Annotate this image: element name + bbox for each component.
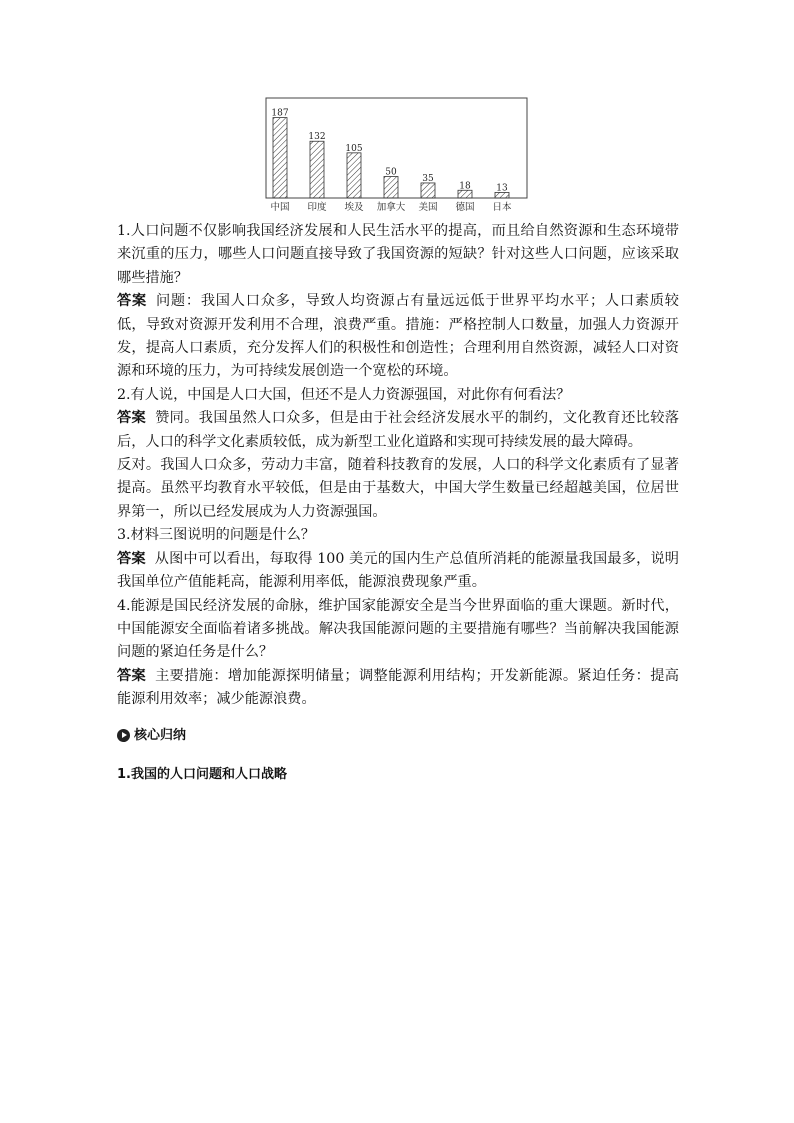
- bar-value-label: 13: [496, 183, 508, 194]
- answer-4-text: 主要措施：增加能源探明储量；调整能源利用结构；开发新能源。紧迫任务：提高能源利用效率；减少能源浪费。: [117, 667, 679, 708]
- bar-value-label: 105: [345, 143, 363, 154]
- answer-label: 答案: [117, 293, 147, 310]
- play-circle-icon: [117, 729, 130, 742]
- energy-consumption-bar-chart: [262, 96, 528, 214]
- bar: [384, 177, 398, 199]
- subheading: 1.我国的人口问题和人口战略: [117, 766, 287, 782]
- answer-2: [117, 407, 679, 454]
- answer-1-text: 问题：我国人口众多，导致人均资源占有量远远低于世界平均水平；人口素质较低，导致对资源开发利用不合理，浪费严重。措施：严格控制人口数量，加强人力资源开发，提高人口素质，充分发挥人们的积极性和创造性；合理利用自然资源，减轻人口对资源和环境的压力，为可持续发展创造一个宽松的环境。: [117, 293, 679, 380]
- answer-3: [117, 548, 679, 595]
- bar-value-label: 35: [422, 173, 434, 184]
- question-4: 4.能源是国民经济发展的命脉，维护国家能源安全是当今世界面临的重大课题。新时代，中国能源安全面临着诸多挑战。解决我国能源问题的主要措施有哪些？当前解决我国能源问题的紧迫任务是什么？: [117, 597, 679, 661]
- category-label: 美国: [418, 202, 438, 213]
- question-2: 2.有人说，中国是人口大国，但还不是人力资源强国，对此你有何看法？: [117, 386, 571, 403]
- content: [117, 220, 679, 786]
- bar: [421, 183, 435, 198]
- answer-2-text: 赞同。我国虽然人口众多，但是由于社会经济发展水平的制约，文化教育还比较落后，人口的科学文化素质较低，成为新型工业化道路和实现可持续发展的最大障碍。: [117, 410, 679, 450]
- category-label: 日本: [492, 202, 512, 213]
- answer-label: 答案: [117, 410, 147, 427]
- category-label: 加拿大: [376, 202, 406, 213]
- answer-1: [117, 290, 679, 384]
- bar-value-label: 50: [385, 167, 397, 178]
- question-1: 1.人口问题不仅影响我国经济发展和人民生活水平的提高，而且给自然资源和生态环境带来沉重的压力，哪些人口问题直接导致了我国资源的短缺？针对这些人口问题，应该采取哪些措施？: [117, 223, 679, 286]
- answer-2-oppose: 反对。我国人口众多，劳动力丰富，随着科技教育的发展，人口的科学文化素质有了显著提高。虽然平均教育水平较低，但是由于基数大，中国大学生数量已经超越美国，位居世界第一，所以已经发展成为人力资源强国。: [117, 457, 679, 520]
- bar: [458, 190, 472, 198]
- category-label: 中国: [270, 202, 290, 213]
- bar-value-label: 18: [459, 181, 471, 192]
- bar-value-label: 132: [308, 132, 326, 143]
- bar-value-label: 187: [271, 108, 289, 119]
- section-title: 核心归纳: [134, 727, 187, 743]
- category-label: 德国: [455, 202, 475, 213]
- section-header: [117, 724, 679, 747]
- bar: [310, 141, 324, 198]
- category-label: 印度: [307, 202, 327, 213]
- answer-label: 答案: [117, 550, 146, 567]
- bar: [273, 118, 287, 198]
- answer-label: 答案: [117, 667, 147, 684]
- bar: [347, 153, 361, 198]
- question-3: 3.材料三图说明的问题是什么？: [117, 527, 315, 544]
- answer-4: [117, 665, 679, 712]
- answer-3-text: 从图中可以看出，每取得 100 美元的国内生产总值所消耗的能源量我国最多，说明我国单位产值能耗高，能源利用率低，能源浪费现象严重。: [117, 550, 679, 591]
- category-label: 埃及: [344, 202, 364, 213]
